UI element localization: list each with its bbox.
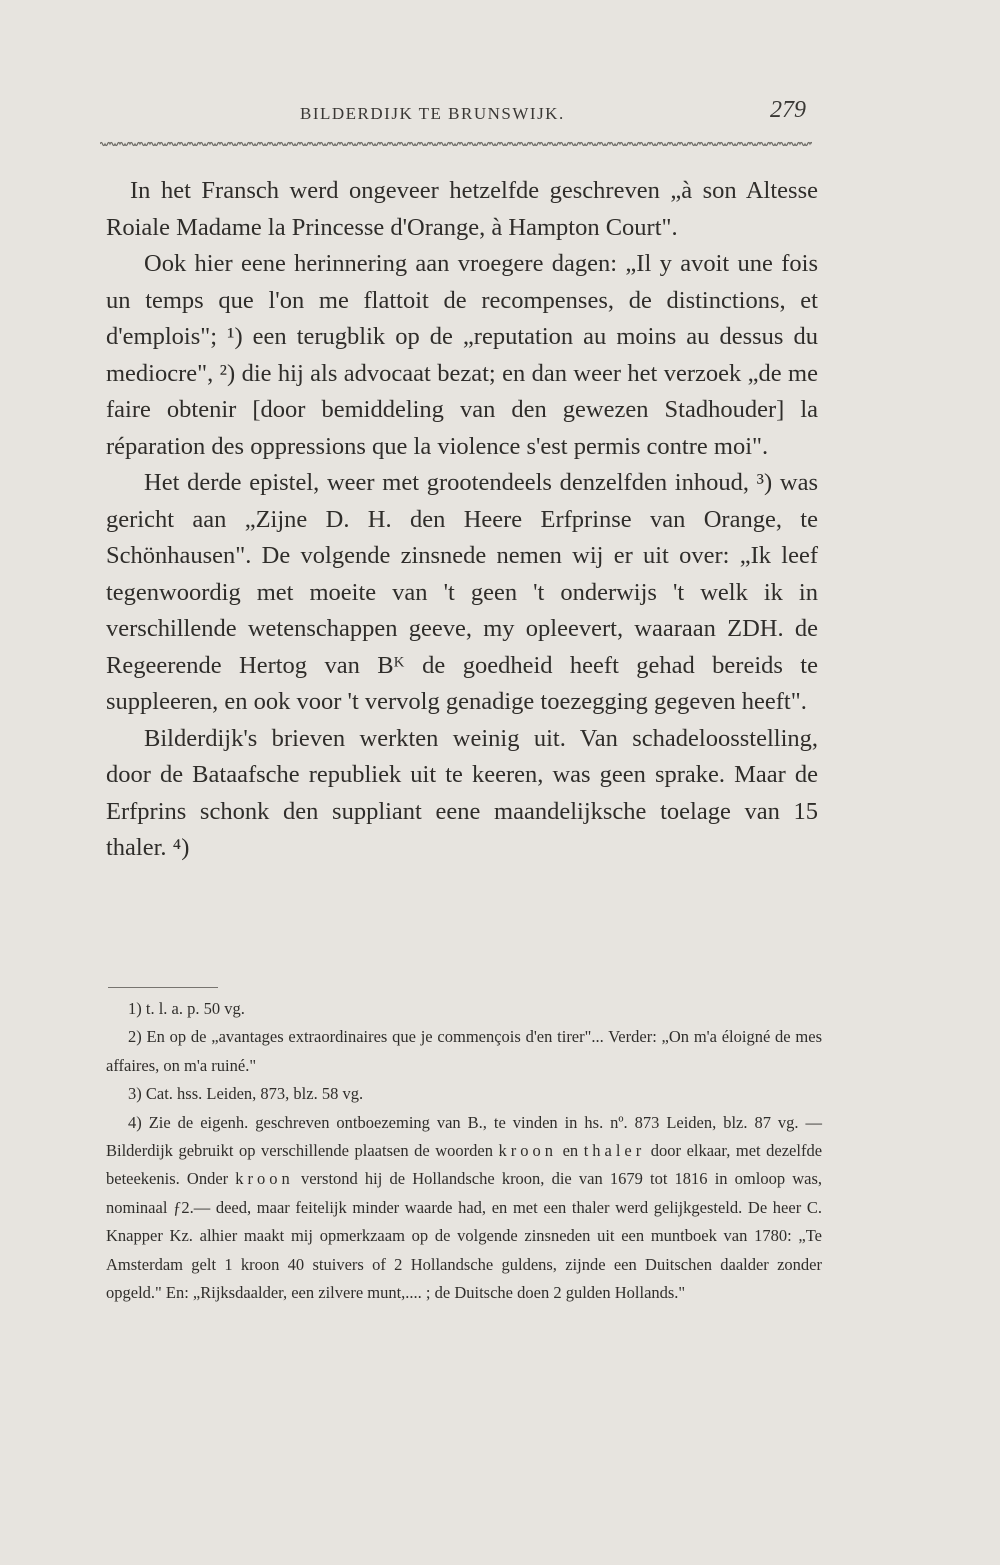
footnote-4-part-a: 4) Zie de eigenh. geschreven ontboezeming van B., te vinden in hs. nº. 873 Leiden, blz. 87 vg. — Bilderdijk gebruikt op verschillende plaatsen de woorden <box>106 1112 822 1161</box>
paragraph-1-text: In het Fransch werd ongeveer hetzelfde geschreven „à son Altesse Roiale Madame la Princesse d'Orange, à Hampton Court". <box>106 177 818 241</box>
ornamental-wavy-rule <box>100 138 812 150</box>
footnote-2: 2) En op de „avantages extraordinaires que je commençois d'en tirer"... Verder: „On m'a éloigné de mes affaires, on m'a ruiné." <box>106 1027 822 1075</box>
running-head: BILDERDIJK TE BRUNSWIJK. <box>300 104 565 123</box>
footnote-4-part-c: door elkaar, met dezelfde beteekenis. Onder <box>106 1141 823 1189</box>
footnote-1: 1) t. l. a. p. 50 vg. <box>128 999 245 1018</box>
paragraph-1 <box>106 173 818 246</box>
footnote-4-word-kroon-2: kroon <box>235 1169 294 1189</box>
footnote-4-part-b: en <box>562 1141 579 1161</box>
paragraph-2: Ook hier eene herinnering aan vroegere dagen: „Il y avoit une fois un temps que l'on me flattoit de recompenses, de distinctions, et d'emplois"; ¹) een terugblik op de „reputation au moins au dessus du mediocre", ²) die hij als advocaat bezat; en dan weer het verzoek „de me faire obtenir [door bemiddeling van den gewezen Stadhouder] la réparation des oppressions que la violence s'est permis contre moi". <box>106 250 818 460</box>
paragraph-4: Bilderdijk's brieven werkten weinig uit. Van schadeloosstelling, door de Bataafsche republiek uit te keeren, was geen sprake. Maar de Erfprins schonk den suppliant eene maandelijksche toelage van 15 thaler. ⁴) <box>106 724 818 861</box>
footnote-4-word-kroon: kroon <box>498 1141 558 1161</box>
footnote-separator <box>108 987 218 988</box>
footnote-4-part-d: verstond hij de Hollandsche kroon, die van 1679 tot 1816 in omloop was, nominaal ƒ2.— deed, maar feitelijk minder waarde had, en met een thaler werd gelijkgesteld. De heer C. Knapper Kz. alhier maakt mij opmerkzaam op de volgende zinsneden uit een muntboek van 1780: „Te Amsterdam gelt 1 kroon 40 stuivers of 2 Hollandsche guldens, zijnde een Duitschen daalder zonder opgeld." En: „Rijksdaalder, een zilvere munt,.... ; de Duitsche doen 2 gulden Hollands." <box>106 1169 823 1303</box>
footnote-4-word-thaler: thaler <box>583 1141 646 1161</box>
footnote-3: 3) Cat. hss. Leiden, 873, blz. 58 vg. <box>128 1084 364 1104</box>
footnotes <box>106 995 822 1307</box>
footnote-4 <box>106 1109 822 1308</box>
page-number: 279 <box>770 97 806 123</box>
paragraph-3: Het derde epistel, weer met grootendeels denzelfden inhoud, ³) was gericht aan „Zijne D. H. den Heere Erfprinse van Orange, te Schönhausen". De volgende zinsnede nemen wij er uit over: „Ik leef tegenwoordig met moeite van 't geen 't onderwijs 't welk ik in verschillende wetenschappen geeve, my opleevert, waaraan ZDH. de Regeerende Hertog van Bᴷ de goedheid heeft gehad bereids te suppleeren, en ook voor 't vervolg genadige toezegging gegeven heeft". <box>106 469 818 715</box>
main-text <box>106 173 818 867</box>
